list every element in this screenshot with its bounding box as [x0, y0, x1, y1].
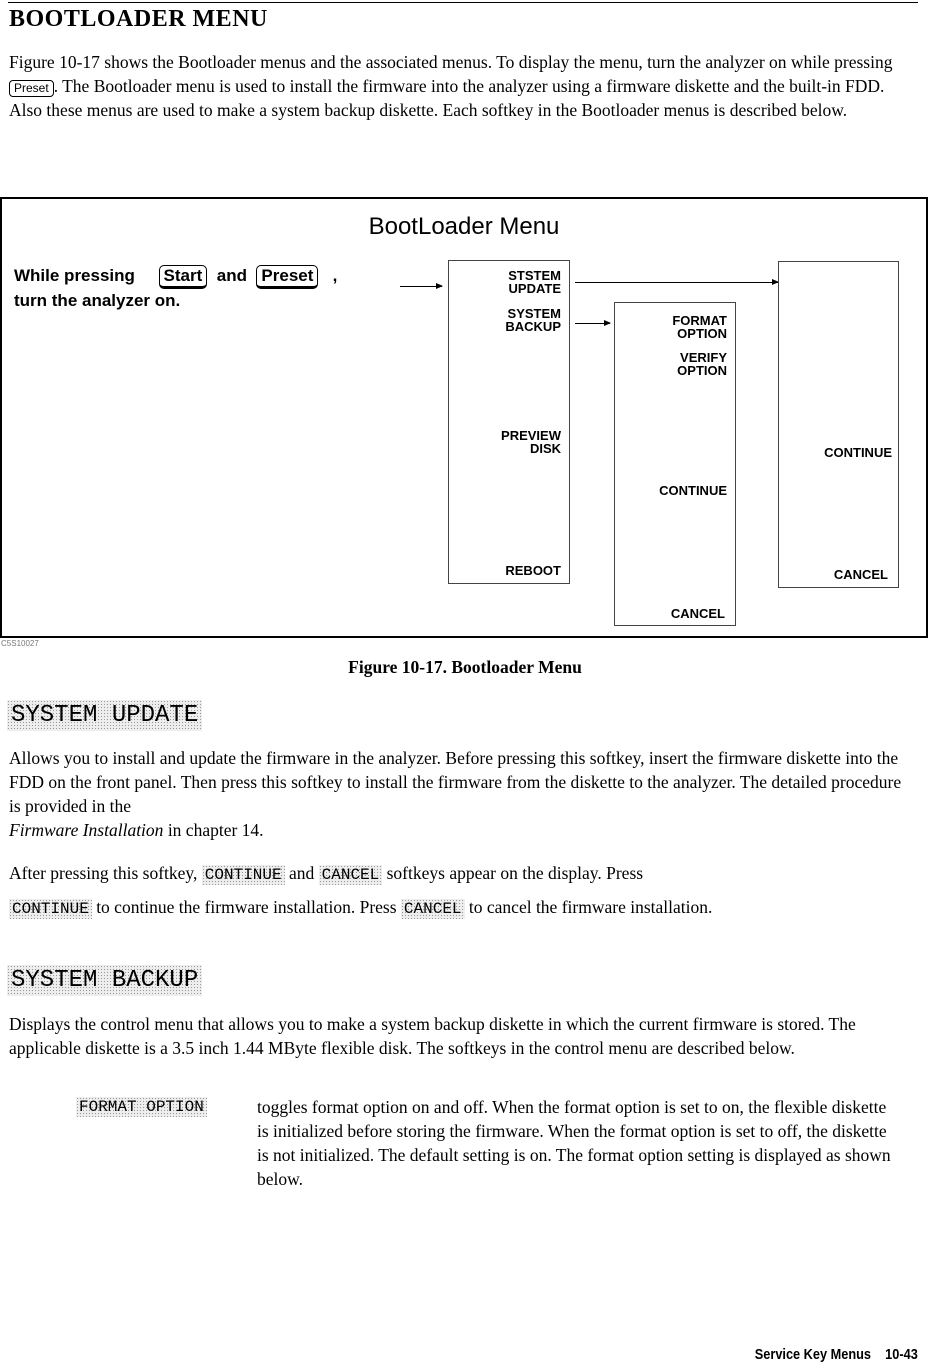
preset-key: Preset: [9, 80, 54, 97]
page-footer: [755, 1346, 918, 1363]
softkey-continue-ref: CONTINUE: [202, 865, 285, 885]
instr-text: While pressing: [14, 266, 135, 285]
softkey-label: FORMAT OPTION: [76, 1097, 207, 1117]
start-key: Start: [159, 265, 208, 289]
bootloader-figure: [0, 197, 928, 638]
backup-menu: [614, 302, 736, 626]
para-text: softkeys appear on the display. Press: [386, 863, 644, 883]
figure-title: BootLoader Menu: [368, 213, 560, 240]
para-text: to cancel the firmware installation.: [468, 897, 713, 917]
format-option-description: toggles format option on and off. When the format option is set to on, the flexible diskette is initialized before storing the firmware. When the format option is set to off, the diskette is not initialized. The default setting is on. The format option setting is displayed as shown below.: [257, 1097, 891, 1189]
softkey-cancel-ref: CANCEL: [319, 865, 383, 885]
system-backup-paragraph: Displays the control menu that allows you to make a system backup diskette in which the current firmware is stored. The applicable diskette is a 3.5 inch 1.44 MByte flexible disk. The softkeys in the control menu are described below.: [9, 1014, 856, 1058]
figure-code: C5S10027: [1, 639, 39, 648]
footer-section: Service Key Menus: [754, 1346, 872, 1363]
softkey-continue-ref: CONTINUE: [9, 899, 92, 919]
softkey-continue[interactable]: CONTINUE: [659, 483, 727, 498]
preset-key-figure: Preset: [256, 265, 318, 289]
system-update-heading: [7, 702, 202, 729]
softkey-continue[interactable]: CONTINUE: [824, 445, 892, 460]
instr-comma: ,: [332, 266, 338, 285]
para-text: and: [288, 863, 315, 883]
format-option-term: [76, 1098, 207, 1116]
softkey-reboot[interactable]: REBOOT: [505, 563, 561, 578]
reference-link: Firmware Installation: [9, 820, 164, 840]
system-update-paragraph-2: [9, 857, 914, 925]
para-text: After pressing this softkey,: [9, 863, 198, 883]
softkey-system-backup[interactable]: SYSTEM BACKUP: [505, 306, 561, 334]
softkey-preview-disk[interactable]: PREVIEW DISK: [501, 428, 561, 456]
arrow: [575, 323, 610, 324]
system-update-paragraph: [9, 746, 914, 842]
intro-text-2: . The Bootloader menu is used to install the firmware into the analyzer using a firmware diskette and the built-in FDD. Also these menus are used to make a system backup diskette. Each softkey in the Bootloader menus is described below.: [9, 76, 885, 120]
softkey-cancel[interactable]: CANCEL: [833, 567, 888, 582]
softkey-system-update[interactable]: STSTEM UPDATE: [508, 268, 561, 296]
softkey-cancel[interactable]: CANCEL: [670, 606, 725, 621]
para-text: Allows you to install and update the firmware in the analyzer. Before pressing this softkey, insert the firmware diskette into the FDD on the front panel. Then press this softkey to install the firmware from the diskette to the analyzer. The detailed procedure is provided in the: [9, 748, 902, 816]
figure-instruction-2: turn the analyzer on.: [14, 291, 181, 310]
page-number: 10-43: [885, 1346, 918, 1363]
figure-instruction: [14, 265, 337, 289]
softkey-verify-option[interactable]: VERIFY OPTION: [677, 350, 727, 378]
section-heading: BOOTLOADER MENU: [9, 6, 268, 32]
softkey-label: SYSTEM BACKUP: [7, 965, 202, 996]
update-menu: [778, 261, 899, 588]
intro-text: Figure 10-17 shows the Bootloader menus and the associated menus. To display the menu, turn the analyzer on while pressing: [9, 52, 893, 72]
arrow: [400, 286, 442, 287]
softkey-format-option[interactable]: FORMAT OPTION: [672, 313, 727, 341]
system-backup-heading: [7, 967, 202, 994]
top-rule: [8, 2, 918, 3]
figure-caption: Figure 10-17. Bootloader Menu: [348, 657, 582, 677]
arrow: [575, 282, 778, 283]
softkey-label: SYSTEM UPDATE: [7, 700, 202, 731]
softkey-cancel-ref: CANCEL: [401, 899, 465, 919]
para-text: in chapter 14.: [163, 820, 264, 840]
bootloader-menu: [448, 260, 570, 584]
instr-and: and: [216, 266, 247, 285]
para-text: to continue the firmware installation. Press: [96, 897, 397, 917]
intro-paragraph: [9, 50, 914, 122]
